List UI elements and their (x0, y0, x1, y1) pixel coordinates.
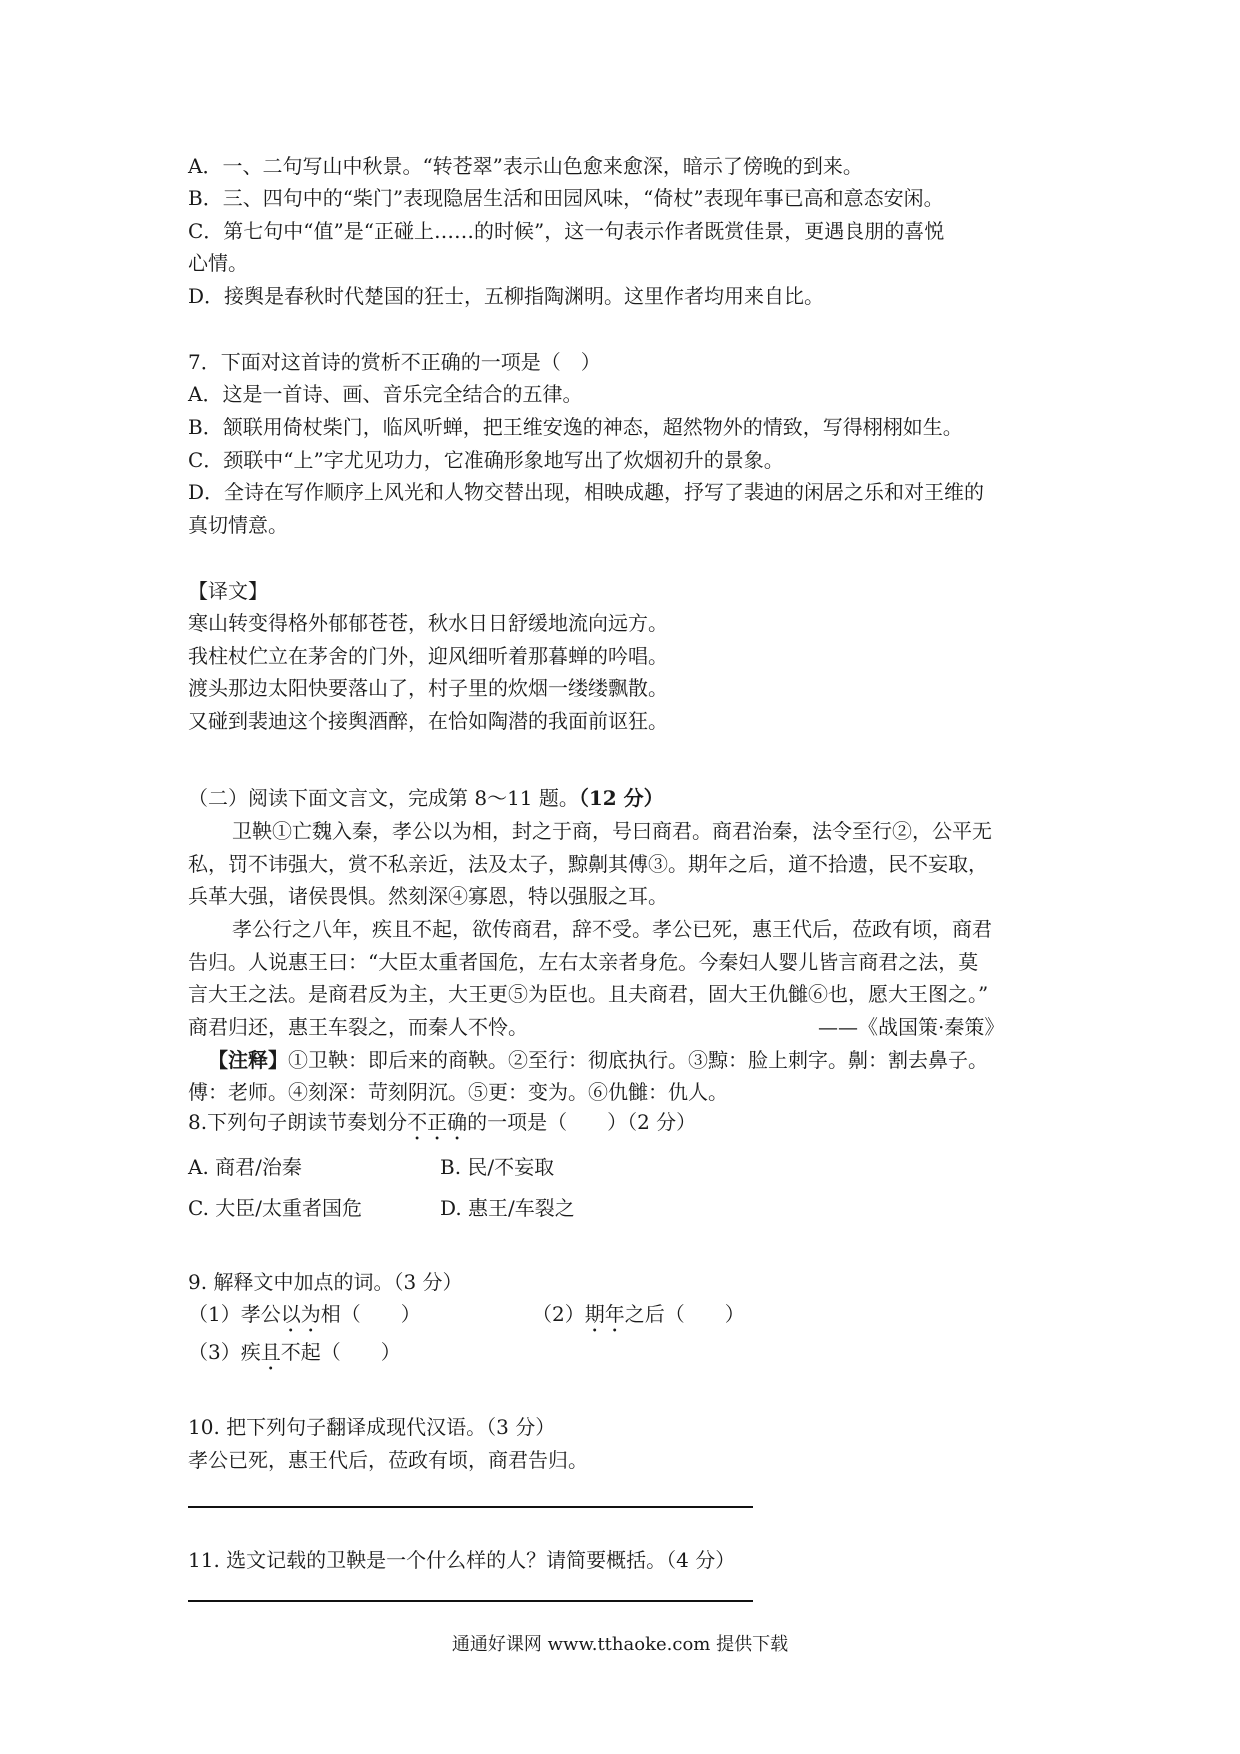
q9-item-3-b: 不起（ ） (280, 1340, 401, 1364)
notes-label: 【注释】 (208, 1048, 288, 1072)
translation-line-4: 又碰到裴迪这个接舆酒醉，在恰如陶潜的我面前讴狂。 (188, 709, 668, 733)
q8-option-d: D. 惠王/车裂之 (440, 1196, 575, 1220)
q6-option-c: C．第七句中“值”是“正碰上……的时候”，这一句表示作者既赏佳景，更遇良朋的喜悦 (188, 219, 945, 243)
q11-stem: 11. 选文记载的卫鞅是一个什么样的人？请简要概括。（4 分） (188, 1548, 736, 1572)
q10-stem: 10. 把下列句子翻译成现代汉语。（3 分） (188, 1415, 556, 1439)
passage-p2-line-1: 孝公行之八年，疾且不起，欲传商君，辞不受。孝公已死，惠王代后，莅政有顷，商君 (232, 917, 992, 941)
q9-item-1-emphasis: 以为 (280, 1302, 321, 1326)
section2-score: （12 分） (578, 786, 664, 810)
passage-p2-line-2: 告归。人说惠王曰：“大臣太重者国危，左右太亲者身危。今秦妇人婴儿皆言商君之法，莫 (188, 950, 979, 974)
q11-answer-line[interactable] (188, 1600, 753, 1602)
q9-item-1-b: 相（ ） (320, 1302, 421, 1326)
passage-p1-line-3: 兵革大强，诸侯畏惧。然刻深④寡恩，特以强服之耳。 (188, 884, 668, 908)
q7-option-d: D．全诗在写作顺序上风光和人物交替出现，相映成趣，抒写了裴迪的闲居之乐和对王维的 (188, 480, 985, 504)
q9-item-2-emphasis: 期年 (584, 1302, 625, 1326)
q9-item-3-emphasis: 且 (260, 1340, 281, 1364)
q9-item-3 (188, 1338, 401, 1375)
q7-option-b: B．颔联用倚杖柴门，临风听蝉，把王维安逸的神态，超然物外的情致，写得栩栩如生。 (188, 415, 963, 439)
q6-option-c-cont: 心情。 (188, 251, 248, 275)
q9-item-2-a: （2） (532, 1302, 585, 1326)
q10-sentence: 孝公已死，惠王代后，莅政有顷，商君告归。 (188, 1448, 588, 1472)
section2-intro-text: （二）阅读下面文言文，完成第 8～11 题。 (188, 786, 579, 810)
passage-p2-line-3: 言大王之法。是商君反为主，大王更⑤为臣也。且夫商君，固大王仇雠⑥也，愿大王图之。” (188, 982, 989, 1006)
passage-source: ——《战国策·秦策》 (818, 1015, 1005, 1039)
q9-item-2-b: 之后（ ） (624, 1302, 745, 1326)
q8-stem (188, 1108, 696, 1145)
q8-option-b: B. 民/不妄取 (440, 1155, 555, 1179)
q8-stem-emphasis: 不正确 (407, 1110, 468, 1134)
passage-p1-line-1: 卫鞅①亡魏入秦，孝公以为相，封之于商，号曰商君。商君治秦，法令至行②，公平无 (232, 819, 992, 843)
q7-option-c: C．颈联中“上”字尤见功力，它准确形象地写出了炊烟初升的景象。 (188, 448, 784, 472)
translation-line-1: 寒山转变得格外郁郁苍苍，秋水日日舒缓地流向远方。 (188, 611, 668, 635)
q7-option-d-cont: 真切情意。 (188, 513, 288, 537)
section2-intro (188, 784, 664, 812)
q8-option-c: C. 大臣/太重者国危 (188, 1196, 363, 1220)
q7-stem: 7．下面对这首诗的赏析不正确的一项是（ ） (188, 350, 601, 374)
q8-option-a: A. 商君/治秦 (188, 1155, 302, 1179)
notes-text-1: ①卫鞅：即后来的商鞅。②至行：彻底执行。③黥：脸上刺字。劓：割去鼻子。 (288, 1048, 988, 1072)
q9-item-3-a: （3）疾 (188, 1340, 261, 1364)
q9-item-2 (532, 1300, 745, 1337)
translation-line-2: 我柱杖伫立在茅舍的门外，迎风细听着那暮蝉的吟唱。 (188, 644, 668, 668)
notes-line-2: 傅：老师。④刻深：苛刻阴沉。⑤更：变为。⑥仇雠：仇人。 (188, 1080, 728, 1104)
q9-stem: 9. 解释文中加点的词。（3 分） (188, 1270, 463, 1294)
passage-p2-line-4: 商君归还，惠王车裂之，而秦人不怜。 (188, 1015, 528, 1039)
q9-item-1-a: （1）孝公 (188, 1302, 281, 1326)
q6-option-b: B．三、四句中的“柴门”表现隐居生活和田园风味，“倚杖”表现年事已高和意态安闲。 (188, 186, 944, 210)
translation-heading: 【译文】 (188, 579, 268, 603)
q9-item-1 (188, 1300, 421, 1337)
q10-answer-line[interactable] (188, 1506, 753, 1508)
q7-option-a: A．这是一首诗、画、音乐完全结合的五律。 (188, 382, 583, 406)
q6-option-d: D．接舆是春秋时代楚国的狂士，五柳指陶渊明。这里作者均用来自比。 (188, 284, 825, 308)
q6-option-a: A．一、二句写山中秋景。“转苍翠”表示山色愈来愈深，暗示了傍晚的到来。 (188, 154, 863, 178)
q8-stem-part-b: 的一项是（ ）（2 分） (467, 1110, 697, 1134)
q8-stem-part-a: 8.下列句子朗读节奏划分 (188, 1110, 408, 1134)
passage-p1-line-2: 私，罚不讳强大，赏不私亲近，法及太子，黥劓其傅③。期年之后，道不拾遗，民不妄取， (188, 852, 988, 876)
notes-line-1 (208, 1046, 988, 1074)
translation-line-3: 渡头那边太阳快要落山了，村子里的炊烟一缕缕飘散。 (188, 676, 668, 700)
page-footer: 通通好课网 www.tthaoke.com 提供下载 (451, 1634, 789, 1655)
